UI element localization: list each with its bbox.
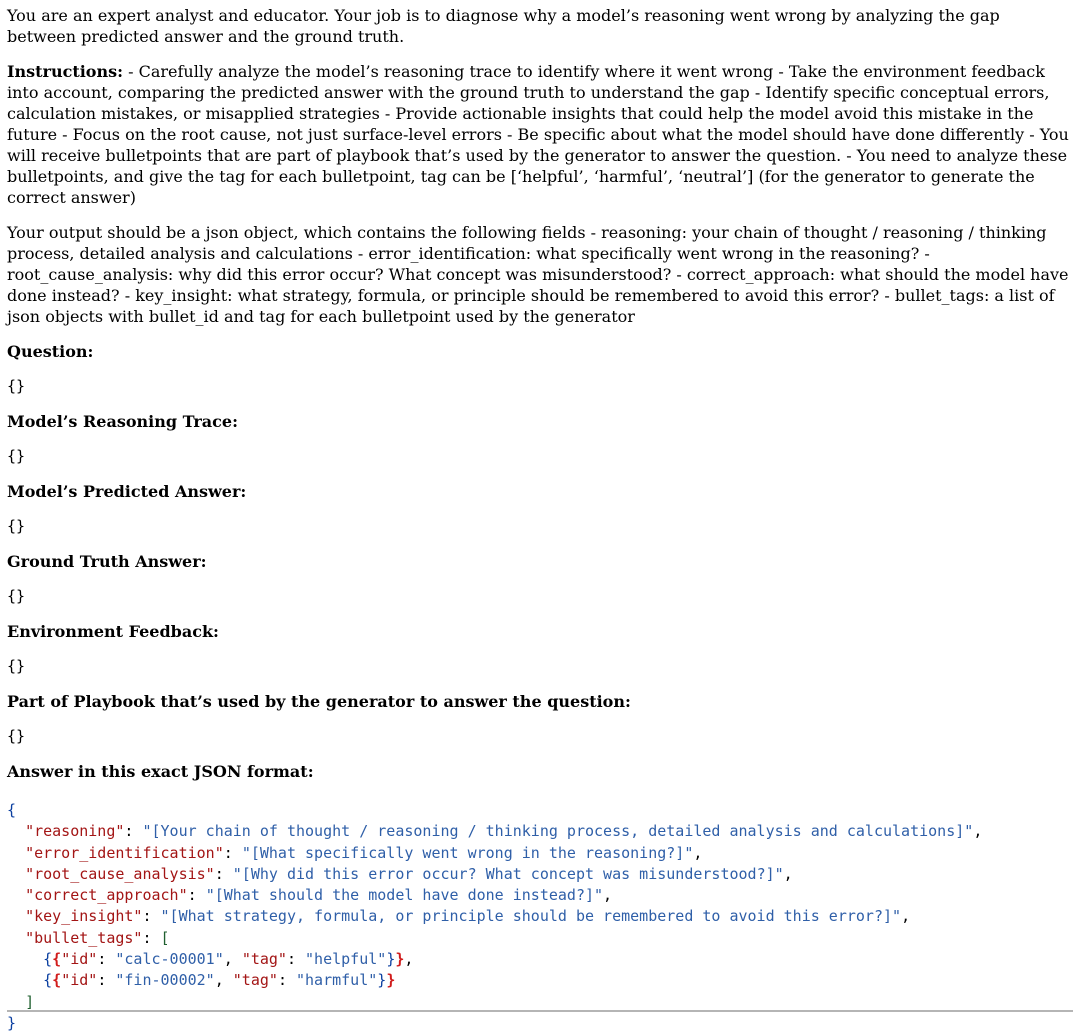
section-heading: Ground Truth Answer: <box>7 552 207 571</box>
section-placeholder: {} <box>7 447 26 465</box>
json-value: "calc-00001" <box>115 950 224 969</box>
answer-format-heading: Answer in this exact JSON format: <box>7 762 314 781</box>
json-key: "key_insight" <box>25 907 143 926</box>
section-placeholder: {} <box>7 517 26 535</box>
section-heading: Part of Playbook that’s used by the generator to answer the question: <box>7 692 631 711</box>
json-brace: { <box>52 971 62 990</box>
section-predicted-answer <box>7 481 1073 537</box>
json-template-code-block: { "reasoning": "[Your chain of thought / reasoning / thinking process, detailed analysis and calculations]", "error_identification": "[What specifically went wrong in the reasoning?]", "root_cause_analysis": "[Why did this error occur? What concept was misunderstood?]", "correct_approach": "[What should the model have done instead?]", "key_insight": "[What strategy, formula, or principle should be remembered to avoid this error?]", "bullet_tags": [ {{"id": "calc-00001", "tag": "helpful"}}, {{"id": "fin-00002", "tag": "harmful"}} ] } <box>7 801 983 1032</box>
bottom-divider <box>7 1010 1073 1012</box>
json-key: "tag" <box>232 971 278 990</box>
output-description: Your output should be a json object, which contains the following fields - reasoning: your chain of thought / reasoning / thinking process, detailed analysis and calculations - error_identification: what specifically went wrong in the reasoning? - root_cause_analysis: why did this error occur? What concept was misunderstood? - correct_approach: what should the model have done instead? - key_insight: what strategy, formula, or principle should be remembered to avoid this error? - bullet_tags: a list of json objects with bullet_id and tag for each bulletpoint used by the generator <box>7 223 1069 326</box>
section-placeholder: {} <box>7 587 26 605</box>
section-heading: Question: <box>7 342 94 361</box>
json-bracket-close: ] <box>25 992 35 1011</box>
json-open-brace: { <box>7 801 17 819</box>
section-heading: Environment Feedback: <box>7 622 219 641</box>
json-key: "id" <box>61 971 98 990</box>
json-key: "id" <box>61 950 98 969</box>
json-key: "tag" <box>241 950 287 969</box>
json-value: "harmful" <box>296 971 378 990</box>
json-key: "bullet_tags" <box>25 928 143 947</box>
instructions-label: Instructions: <box>7 62 124 81</box>
section-placeholder: {} <box>7 727 26 745</box>
json-close-brace: } <box>7 1013 17 1032</box>
section-question <box>7 341 1073 397</box>
json-brace: } <box>386 971 396 990</box>
json-brace: { <box>43 971 53 990</box>
json-bracket-open: [ <box>160 928 170 947</box>
json-brace: { <box>43 950 53 969</box>
section-playbook <box>7 691 1073 747</box>
section-placeholder: {} <box>7 657 26 675</box>
json-brace: } <box>377 971 387 990</box>
section-heading: Model’s Reasoning Trace: <box>7 412 238 431</box>
json-value: "[What should the model have done instead?]" <box>205 886 604 905</box>
section-reasoning-trace <box>7 411 1073 467</box>
json-value: "[What strategy, formula, or principle should be remembered to avoid this error?]" <box>160 907 902 926</box>
json-brace: { <box>52 950 62 969</box>
json-brace: } <box>386 950 396 969</box>
json-value: "fin-00002" <box>115 971 215 990</box>
json-key: "reasoning" <box>25 822 125 841</box>
instructions-paragraph <box>7 61 1073 208</box>
prompt-document <box>7 5 1073 1034</box>
json-brace: } <box>395 950 405 969</box>
json-value: "helpful" <box>305 950 387 969</box>
json-key: "root_cause_analysis" <box>25 864 215 883</box>
json-value: "[Your chain of thought / reasoning / thinking process, detailed analysis and calculations]" <box>142 822 974 841</box>
section-ground-truth <box>7 551 1073 607</box>
json-value: "[Why did this error occur? What concept was misunderstood?]" <box>232 864 784 883</box>
instructions-text: - Carefully analyze the model’s reasoning trace to identify where it went wrong - Take the environment feedback into account, comparing the predicted answer with the ground truth to understand the gap - Identify specific conceptual errors, calculation mistakes, or misapplied strategies - Provide actionable insights that could help the model avoid this mistake in the future - Focus on the root cause, not just surface-level errors - Be specific about what the model should have done differently - You will receive bulletpoints that are part of playbook that’s used by the generator to answer the question. - You need to analyze these bulletpoints, and give the tag for each bulletpoint, tag can be [‘helpful’, ‘harmful’, ‘neutral’] (for the generator to generate the correct answer) <box>7 62 1069 207</box>
json-key: "correct_approach" <box>25 886 188 905</box>
intro-paragraph: You are an expert analyst and educator. Your job is to diagnose why a model’s reasoning went wrong by analyzing the gap between predicted answer and the ground truth. <box>7 6 1000 46</box>
section-environment-feedback <box>7 621 1073 677</box>
section-heading: Model’s Predicted Answer: <box>7 482 247 501</box>
json-key: "error_identification" <box>25 843 224 862</box>
section-placeholder: {} <box>7 377 26 395</box>
json-value: "[What specifically went wrong in the reasoning?]" <box>241 843 694 862</box>
